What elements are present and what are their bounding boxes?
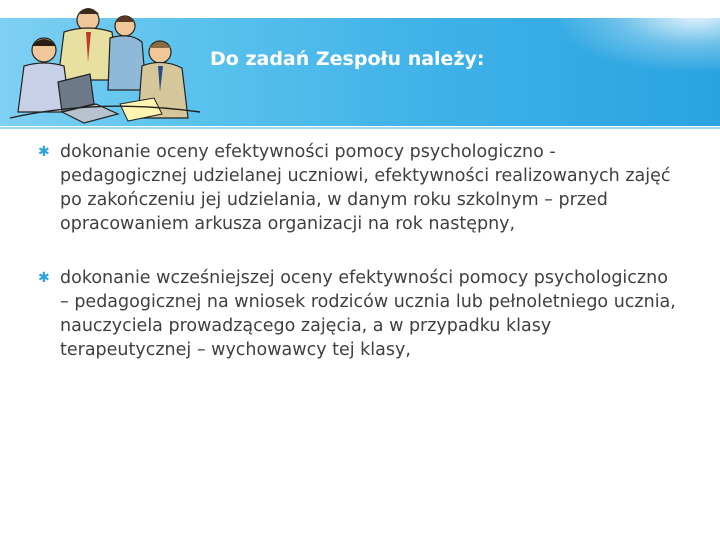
list-item (38, 140, 678, 236)
bullet-text: dokonanie oceny efektywności pomocy psychologiczno - pedagogicznej udzielanej uczniowi, efektywności realizowanych zajęć po zakończeniu jej udzielania, w danym roku szkolnym – przed opracowaniem arkusza organizacji na rok następny, (60, 142, 671, 234)
bullet-text: dokonanie wcześniejszej oceny efektywności pomocy psychologiczno – pedagogicznej na wniosek rodziców ucznia lub pełnoletniego ucznia, nauczyciela prowadzącego zajęcia, a w przypadku klasy terapeutycznej – wychowawcy tej klasy, (60, 268, 676, 360)
header-glow (560, 0, 720, 70)
slide-title: Do zadań Zespołu należy: (210, 48, 485, 70)
business-team-laptop-icon (0, 0, 210, 135)
bullet-list (38, 140, 678, 362)
asterisk-bullet-icon: ✱ (38, 144, 50, 160)
asterisk-bullet-icon: ✱ (38, 270, 50, 286)
list-item (38, 266, 678, 362)
